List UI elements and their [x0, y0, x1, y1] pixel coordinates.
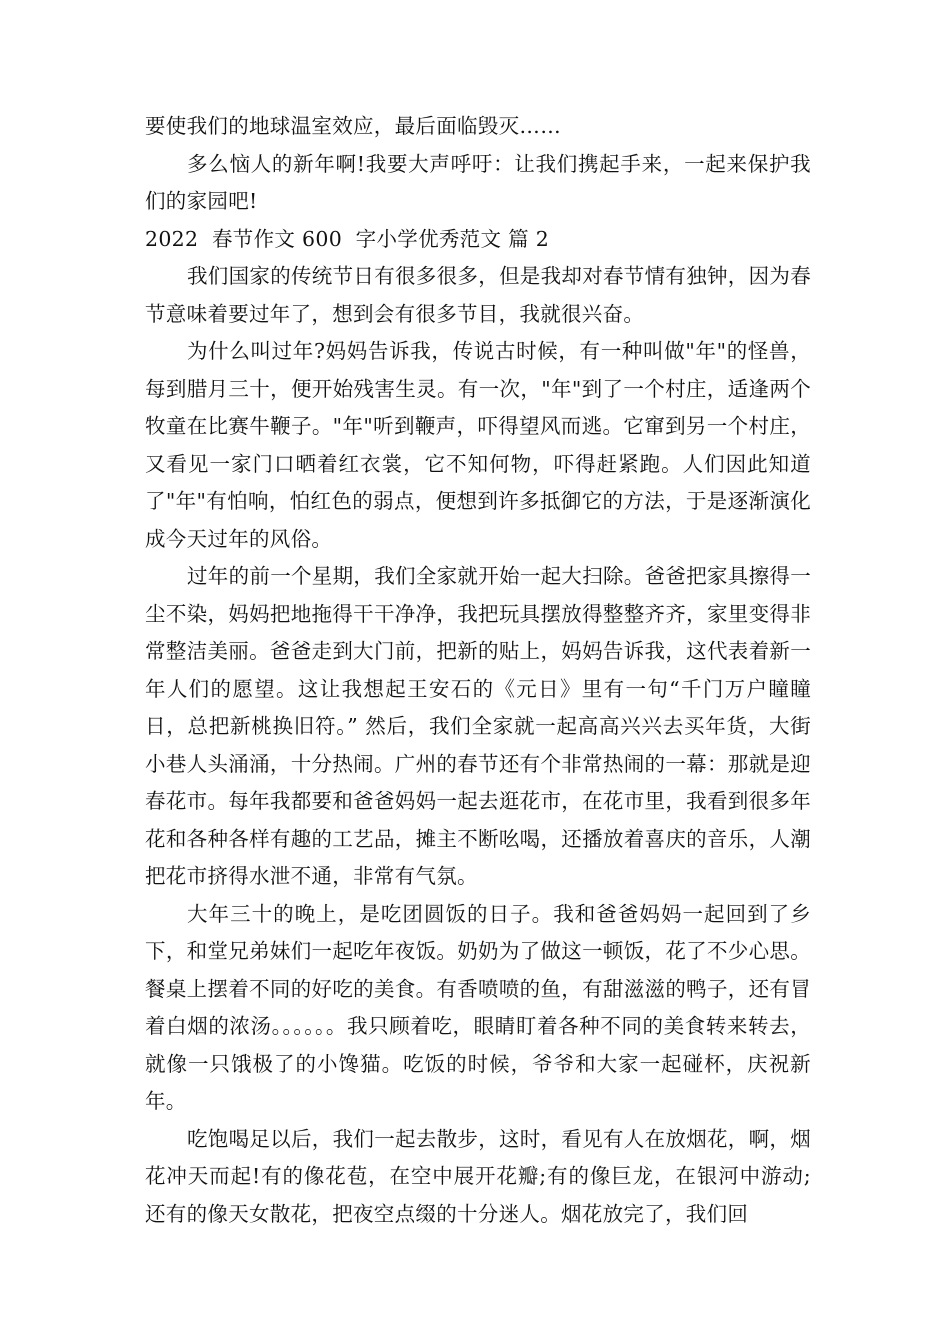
document-body	[145, 108, 811, 1233]
paragraph-continuation: 要使我们的地球温室效应，最后面临毁灭……	[145, 114, 561, 138]
paragraph-fireworks: 吃饱喝足以后，我们一起去散步，这时，看见有人在放烟花，啊，烟花冲天而起!有的像花苞，在空中展开花瓣;有的像巨龙，在银河中游动;还有的像天女散花，把夜空点缀的十分迷人。烟花放完了，我们回	[145, 1126, 811, 1226]
section-title: 2022 春节作文 600 字小学优秀范文 篇 2	[145, 226, 550, 251]
paragraph-closing-call: 多么恼人的新年啊!我要大声呼吁：让我们携起手来，一起来保护我们的家园吧!	[145, 151, 811, 213]
paragraph-preparation: 过年的前一个星期，我们全家就开始一起大扫除。爸爸把家具擦得一尘不染，妈妈把地拖得干干净净，我把玩具摆放得整整齐齐，家里变得非常整洁美丽。爸爸走到大门前，把新的贴上，妈妈告诉我，这代表着新一年人们的愿望。这让我想起王安石的《元日》里有一句“千门万户瞳瞳日，总把新桃换旧符。” 然后，我们全家就一起高高兴兴去买年货，大街小巷人头涌涌，十分热闹。广州的春节还有个非常热闹的一幕：那就是迎春花市。每年我都要和爸爸妈妈一起去逛花市，在花市里，我看到很多年花和各种各样有趣的工艺品，摊主不断吆喝，还播放着喜庆的音乐，人潮把花市挤得水泄不通，非常有气氛。	[145, 564, 811, 888]
paragraph-legend: 为什么叫过年?妈妈告诉我，传说古时候，有一种叫做"年"的怪兽，每到腊月三十，便开始残害生灵。有一次，"年"到了一个村庄，适逢两个牧童在比赛牛鞭子。"年"听到鞭声，吓得望风而逃。它窜到另一个村庄，又看见一家门口晒着红衣裳，它不知何物，吓得赶紧跑。人们因此知道了"年"有怕响，怕红色的弱点，便想到许多抵御它的方法，于是逐渐演化成今天过年的风俗。	[145, 339, 811, 551]
paragraph-intro: 我们国家的传统节日有很多很多，但是我却对春节情有独钟，因为春节意味着要过年了，想到会有很多节目，我就很兴奋。	[145, 264, 811, 326]
paragraph-reunion-dinner: 大年三十的晚上，是吃团圆饭的日子。我和爸爸妈妈一起回到了乡下，和堂兄弟妹们一起吃年夜饭。奶奶为了做这一顿饭，花了不少心思。餐桌上摆着不同的好吃的美食。有香喷喷的鱼，有甜滋滋的鸭子，还有冒着白烟的浓汤。。。。。。我只顾着吃，眼睛盯着各种不同的美食转来转去，就像一只饿极了的小馋猫。吃饭的时候，爷爷和大家一起碰杯，庆祝新年。	[145, 901, 811, 1113]
